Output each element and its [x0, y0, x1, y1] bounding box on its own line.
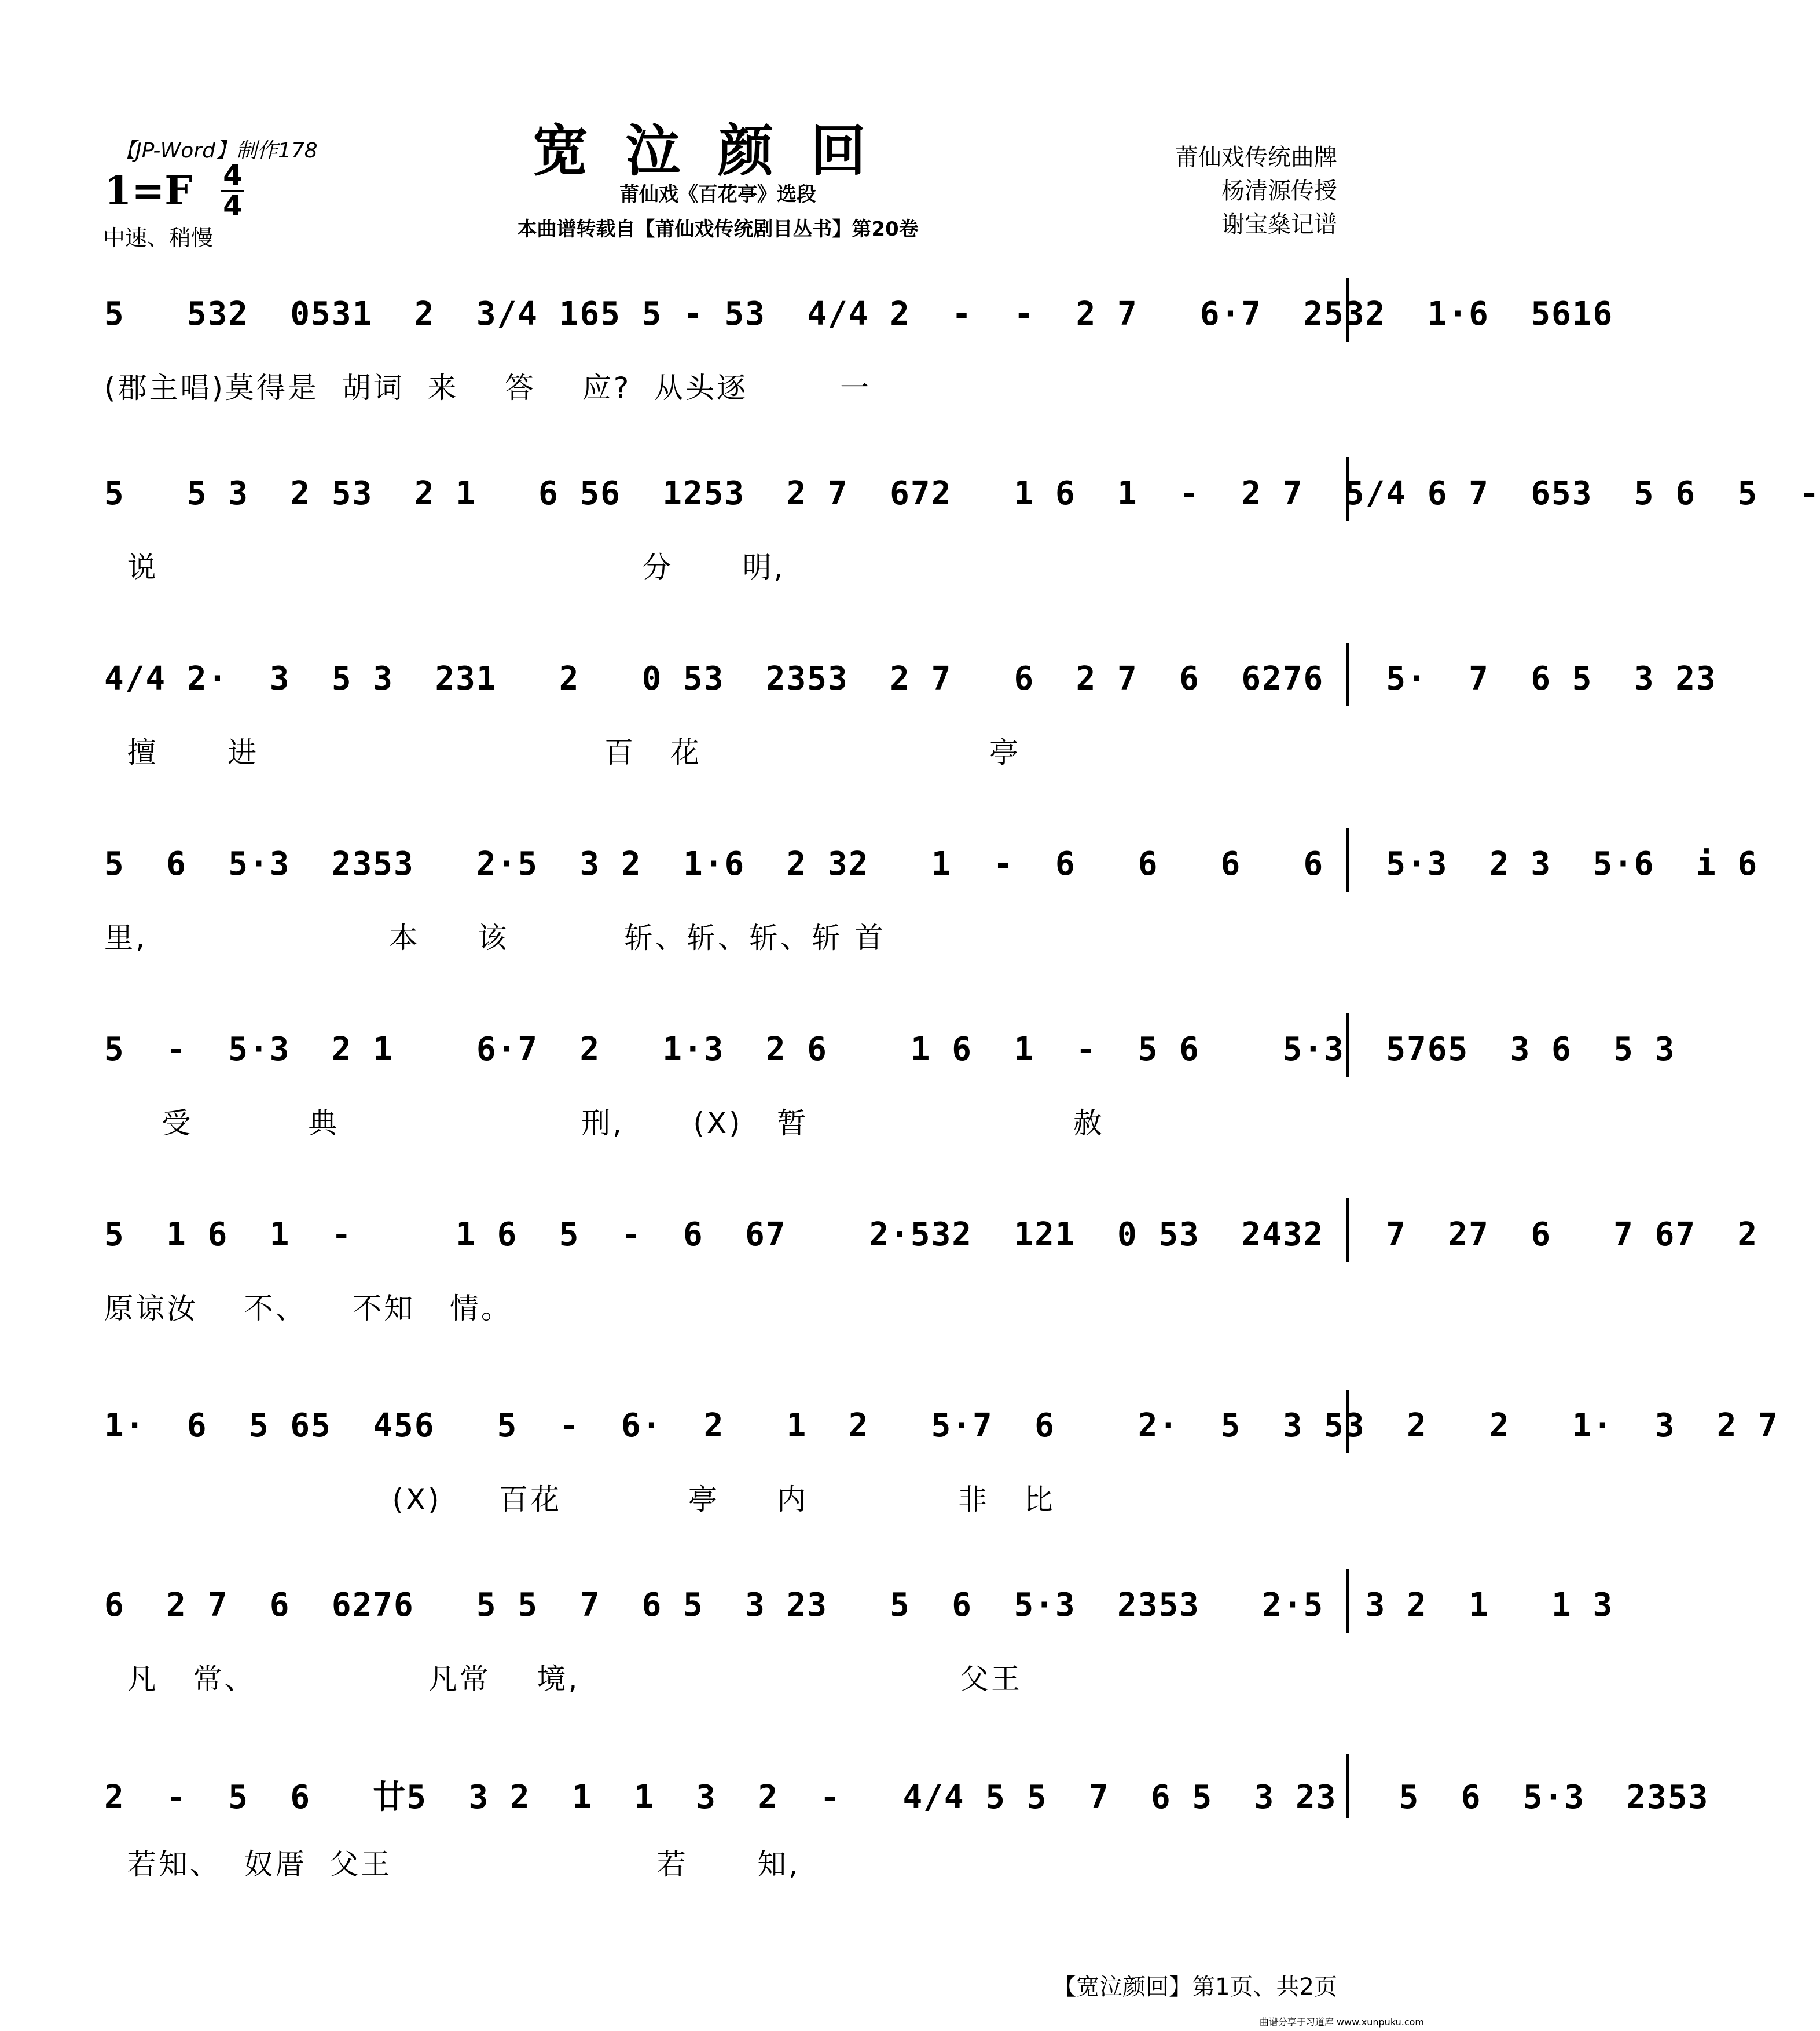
- credit-teacher: 杨清源传授: [1221, 178, 1337, 204]
- barline: [1346, 1013, 1349, 1077]
- notation-line: 5 - 5·3 2 1 6·7 2 1·3 2 6 1 6 1 - 5 6 5·3 5765 3 6 5 3: [104, 1031, 1676, 1068]
- lyric-line: (X) 百花 亭 内 非 比: [104, 1483, 1055, 1516]
- barline: [1346, 278, 1349, 342]
- notation-line: 2 - 5 6 廿5 3 2 1 1 3 2 - 4/4 5 5 7 6 5 3 23 5 6 5·3 2353: [104, 1779, 1709, 1816]
- notation-line: 5 532 0531 2 3/4 165 5 - 53 4/4 2 - - 2 7 6·7 2532 1·6 5616: [104, 295, 1614, 333]
- credit-transcriber: 谢宝燊记谱: [1221, 211, 1337, 238]
- notation-line: 5 5 3 2 53 2 1 6 56 1253 2 7 672 1 6 1 - 2 7 5/4 6 7 653 5 6 5 -: [104, 475, 1820, 512]
- notation-line: 1· 6 5 65 456 5 - 6· 2 1 2 5·7 6 2· 5 3 53 2 2 1· 3 2 7: [104, 1407, 1779, 1445]
- barline: [1346, 457, 1349, 521]
- credit-tune: 莆仙戏传统曲牌: [1175, 144, 1337, 171]
- time-signature-bottom: 4: [223, 190, 243, 222]
- site-watermark: 曲谱分享于习道库 www.xunpuku.com: [1259, 2017, 1424, 2028]
- page-footer: 【宽泣颜回】第1页、共2页: [1053, 1974, 1337, 2000]
- lyric-line: 说 分 明,: [104, 551, 786, 584]
- barline: [1346, 828, 1349, 892]
- notation-line: 5 1 6 1 - 1 6 5 - 6 67 2·532 121 0 53 2432 7 27 6 7 67 2: [104, 1216, 1759, 1253]
- page-title: 宽泣颜回: [533, 118, 903, 184]
- lyric-line: 擅 进 百 花 亭: [104, 736, 1021, 769]
- lyric-line: 里, 本 该 斩、斩、斩、斩 首: [104, 921, 886, 955]
- key-signature: 1=F: [104, 168, 193, 214]
- lyric-line: 若知、 奴厝 父王 若 知,: [104, 1847, 801, 1881]
- notation-line: 6 2 7 6 6276 5 5 7 6 5 3 23 5 6 5·3 2353 2·5 3 2 1 1 3: [104, 1586, 1614, 1624]
- subtitle-source: 本曲谱转载自【莆仙戏传统剧目丛书】第20卷: [517, 218, 919, 241]
- lyric-line: 受 典 刑, (X) 暂 赦: [104, 1106, 1105, 1140]
- barline: [1346, 1569, 1349, 1633]
- notation-line: 5 6 5·3 2353 2·5 3 2 1·6 2 32 1 - 6 6 6 6 5·3 2 3 5·6 i 6: [104, 845, 1759, 883]
- lyric-line: 凡 常、 凡常 境, 父王: [104, 1662, 1022, 1696]
- lyric-line: (郡主唱)莫得是 胡词 来 答 应? 从头逐 一: [104, 371, 872, 405]
- barline: [1346, 1390, 1349, 1453]
- maker-credit: 【JP-Word】制作178: [115, 139, 318, 163]
- barline: [1346, 643, 1349, 706]
- barline: [1346, 1198, 1349, 1262]
- time-signature-top: 4: [223, 159, 243, 192]
- notation-line: 4/4 2· 3 5 3 231 2 0 53 2353 2 7 6 2 7 6 6276 5· 7 6 5 3 23: [104, 660, 1717, 698]
- subtitle-excerpt: 莆仙戏《百花亭》选段: [619, 183, 816, 206]
- barline: [1346, 1754, 1349, 1818]
- lyric-line: 原谅汝 不、 不知 情。: [104, 1292, 512, 1325]
- tempo-marking: 中速、稍慢: [103, 225, 214, 251]
